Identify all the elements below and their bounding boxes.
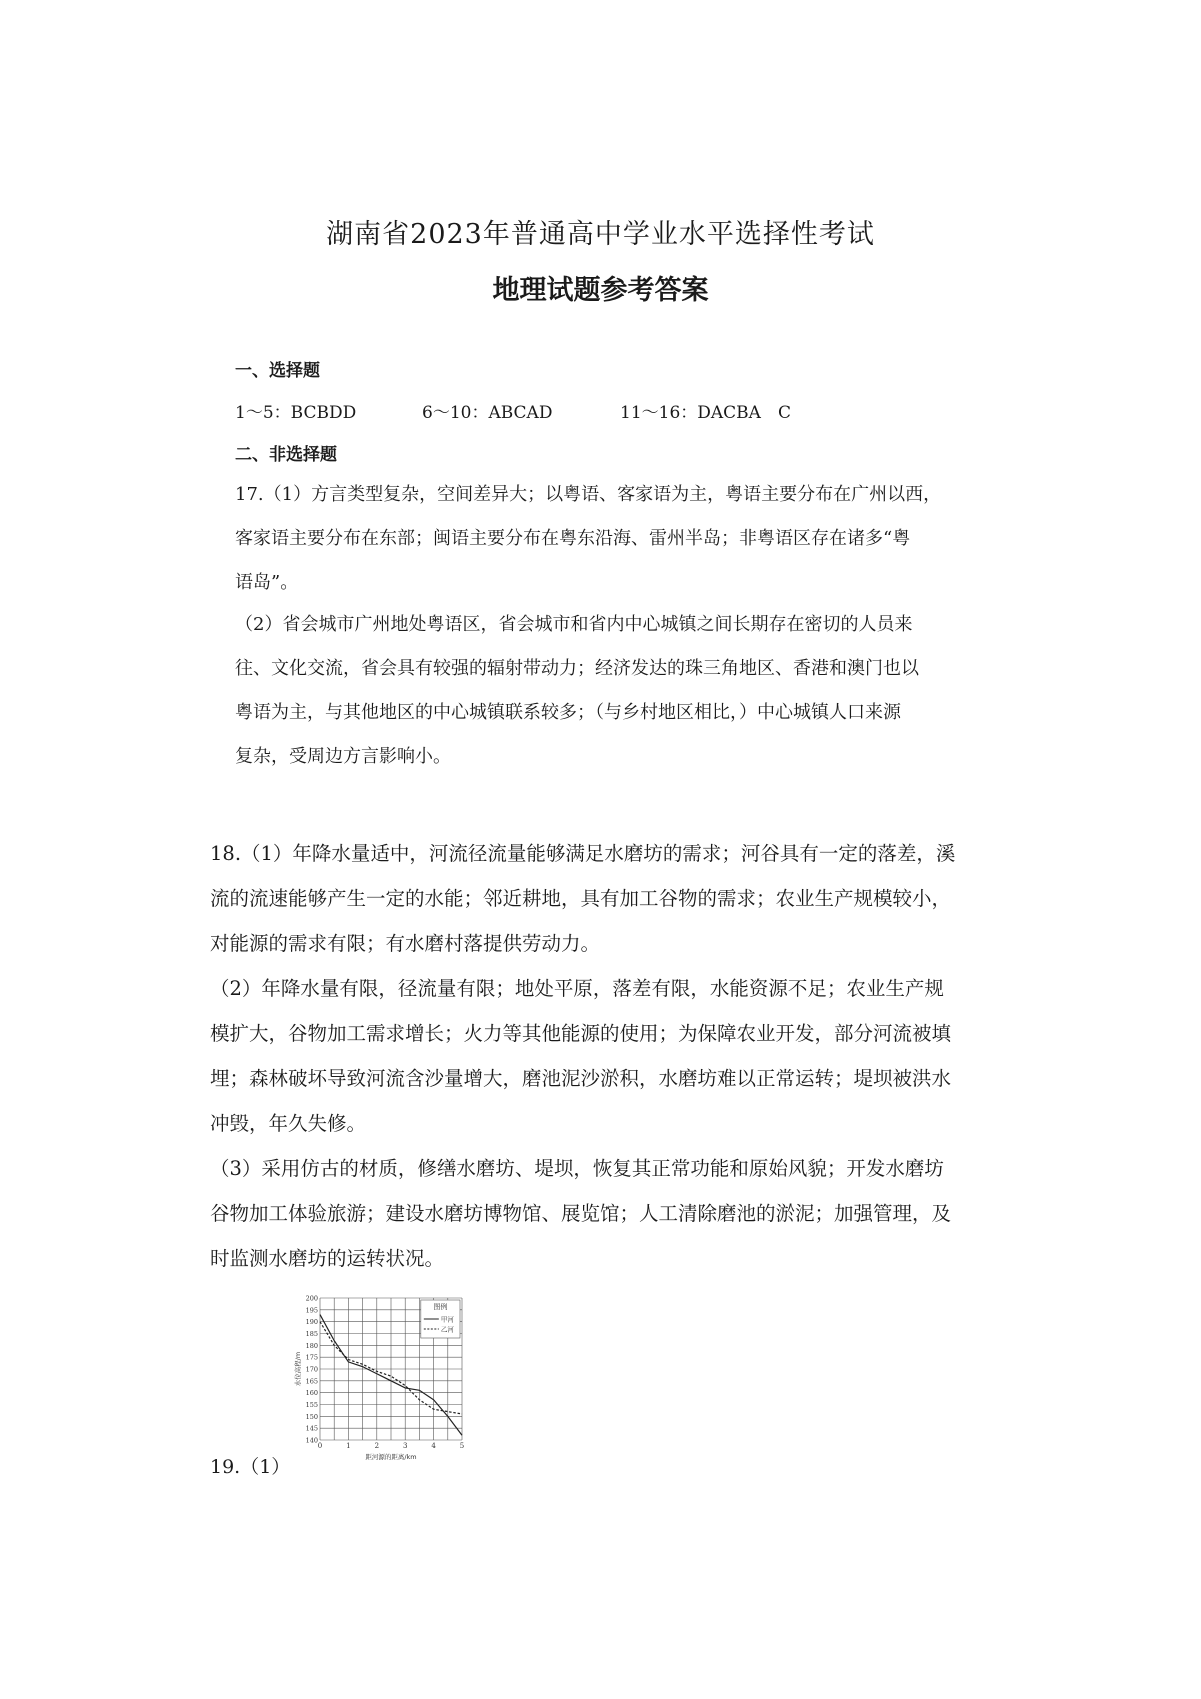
text-line: 时监测水磨坊的运转状况。 (210, 1247, 445, 1270)
q18-part2 (210, 966, 1010, 1146)
text-line: 语岛”。 (235, 572, 299, 593)
section-heading-choice: 一、选择题 (235, 361, 320, 381)
text-line: 模扩大，谷物加工需求增长；火力等其他能源的使用；为保障农业开发，部分河流被填 (210, 1022, 952, 1045)
text-line: 往、文化交流，省会具有较强的辐射带动力；经济发达的珠三角地区、香港和澳门也以 (235, 658, 919, 679)
y-tick-label: 180 (305, 1341, 318, 1350)
q18-part3 (210, 1146, 1010, 1281)
y-tick-label: 150 (305, 1412, 318, 1421)
text-line: 复杂，受周边方言影响小。 (235, 746, 451, 767)
x-tick-label: 1 (346, 1442, 351, 1450)
q19-label: 19.（1） (210, 1456, 291, 1478)
y-tick-label: 170 (305, 1365, 318, 1374)
legend-entry: 乙河 (440, 1325, 454, 1334)
page-title: 湖南省2023年普通高中学业水平选择性考试 (326, 219, 875, 250)
y-tick-label: 175 (305, 1353, 318, 1362)
y-tick-label: 200 (305, 1294, 318, 1303)
y-axis-label: 水位高程/m (294, 1351, 302, 1387)
text-line: （3）采用仿古的材质，修缮水磨坊、堤坝，恢复其正常功能和原始风貌；开发水磨坊 (210, 1157, 944, 1180)
text-line: 流的流速能够产生一定的水能；邻近耕地，具有加工谷物的需求；农业生产规模较小， (210, 887, 952, 910)
text-line: 17.（1）方言类型复杂，空间差异大；以粤语、客家语为主，粤语主要分布在广州以西， (235, 484, 942, 505)
text-line: （2）年降水量有限，径流量有限；地处平原，落差有限，水能资源不足；农业生产规 (210, 977, 944, 1000)
q18-part1 (210, 831, 1010, 966)
y-tick-label: 165 (305, 1377, 318, 1386)
x-tick-label: 2 (374, 1442, 380, 1450)
text-line: 埋；森林破坏导致河流含沙量增大，磨池泥沙淤积，水磨坊难以正常运转；堤坝被洪水 (210, 1067, 952, 1090)
river-profile-chart (290, 1290, 470, 1460)
x-tick-label: 3 (402, 1442, 408, 1450)
y-tick-label: 140 (305, 1436, 318, 1445)
legend-title: 图例 (433, 1303, 448, 1311)
text-line: 18.（1）年降水量适中，河流径流量能够满足水磨坊的需求；河谷具有一定的落差，溪 (210, 842, 956, 865)
legend-entry: 甲河 (440, 1315, 454, 1324)
answers-11-16: 11～16：DACBA C (620, 403, 791, 423)
q17-part2 (235, 603, 970, 779)
text-line: 客家语主要分布在东部；闽语主要分布在粤东沿海、雷州半岛；非粤语区存在诸多“粤 (235, 528, 911, 549)
y-tick-label: 155 (305, 1401, 318, 1409)
text-line: 冲毁，年久失修。 (210, 1112, 367, 1135)
text-line: 粤语为主，与其他地区的中心城镇联系较多；（与乡村地区相比，）中心城镇人口来源 (235, 702, 901, 723)
page-subtitle: 地理试题参考答案 (492, 275, 709, 306)
text-line: 谷物加工体验旅游；建设水磨坊博物馆、展览馆；人工清除磨池的淤泥；加强管理，及 (210, 1202, 952, 1225)
y-tick-label: 160 (305, 1389, 318, 1398)
text-line: 对能源的需求有限；有水磨村落提供劳动力。 (210, 932, 601, 955)
x-tick-label: 5 (459, 1442, 465, 1450)
x-tick-label: 0 (317, 1442, 323, 1450)
y-tick-label: 190 (305, 1318, 318, 1327)
y-tick-label: 195 (305, 1306, 318, 1315)
y-tick-label: 185 (305, 1330, 318, 1338)
x-axis-label: 距河源的距离/km (365, 1453, 417, 1460)
section-heading-nonchoice: 二、非选择题 (235, 445, 337, 465)
answers-1-5: 1～5：BCBDD (235, 403, 357, 423)
y-tick-label: 145 (305, 1424, 318, 1433)
text-line: （2）省会城市广州地处粤语区，省会城市和省内中心城镇之间长期存在密切的人员来 (235, 614, 913, 635)
x-tick-label: 4 (431, 1442, 436, 1450)
q17-part1 (235, 473, 970, 605)
answers-6-10: 6～10：ABCAD (422, 403, 553, 423)
